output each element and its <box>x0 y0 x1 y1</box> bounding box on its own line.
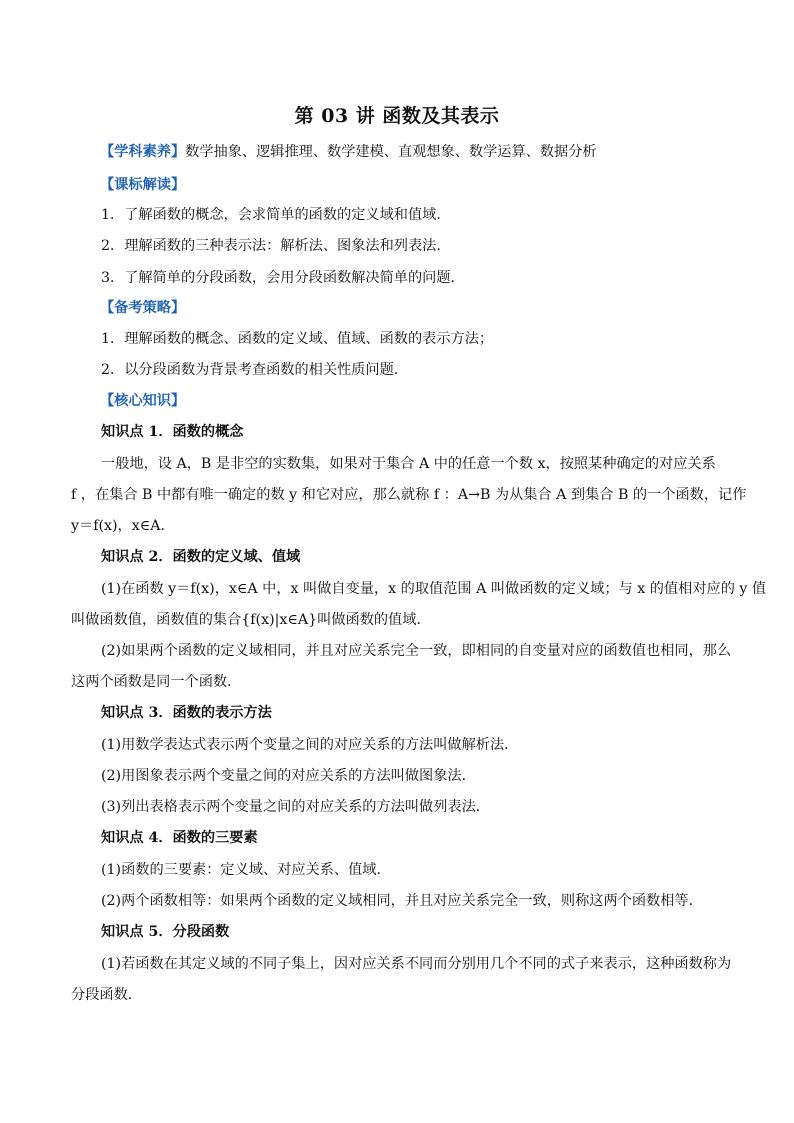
page-title: 第 03 讲 函数及其表示 <box>294 105 500 127</box>
kp5-line-2: 分段函数． <box>71 987 142 1003</box>
xueke-text: 数学抽象、逻辑推理、数学建模、直观想象、数学运算、数据分析 <box>185 144 597 160</box>
section-tag-beikao: 【备考策略】 <box>100 300 186 316</box>
kp2-line-3: (2)如果两个函数的定义域相同，并且对应关系完全一致，即相同的自变量对应的函数值也相同，那么 <box>101 643 732 659</box>
kebiao-item-2: 2．理解函数的三种表示法：解析法、图象法和列表法. <box>101 238 441 254</box>
kp4-line-1: (1)函数的三要素：定义域、对应关系、值域． <box>101 862 391 878</box>
kebiao-item-1: 1．了解函数的概念，会求简单的函数的定义域和值域. <box>101 207 441 223</box>
kp4-title: 知识点 4．函数的三要素 <box>101 830 258 846</box>
beikao-item-2: 2．以分段函数为背景考查函数的相关性质问题. <box>101 362 399 378</box>
section-tag-xueke: 【学科素养】 <box>100 144 186 160</box>
section-tag-kebiao: 【课标解读】 <box>100 177 186 193</box>
kp3-title: 知识点 3．函数的表示方法 <box>101 705 272 721</box>
kp2-line-2: 叫做函数值，函数值的集合{f(x)|x∈A}叫做函数的值域． <box>71 612 431 628</box>
section-xueke <box>100 142 597 162</box>
kp5-title: 知识点 5．分段函数 <box>101 924 230 940</box>
kp3-line-2: (2)用图象表示两个变量之间的对应关系的方法叫做图象法． <box>101 768 476 784</box>
beikao-item-1: 1．理解函数的概念、函数的定义域、值域、函数的表示方法； <box>101 331 494 347</box>
kp1-line-3: y＝f(x)，x∈A. <box>71 518 165 534</box>
section-tag-hexin: 【核心知识】 <box>100 393 186 409</box>
kp5-line-1: (1)若函数在其定义域的不同子集上，因对应关系不同而分别用几个不同的式子来表示，这种函数称为 <box>101 956 732 972</box>
kp1-line-2: f ，在集合 B 中都有唯一确定的数 y 和它对应，那么就称 f ：A→B 为从集合 A 到集合 B 的一个函数，记作 <box>71 487 747 503</box>
kp2-title: 知识点 2．函数的定义域、值域 <box>101 549 301 565</box>
kp2-line-4: 这两个函数是同一个函数． <box>71 674 242 690</box>
kp1-line-1: 一般地，设 A，B 是非空的实数集，如果对于集合 A 中的任意一个数 x，按照某种确定的对应关系 <box>101 456 716 472</box>
kebiao-item-3: 3．了解简单的分段函数，会用分段函数解决简单的问题. <box>101 270 456 286</box>
kp4-line-2: (2)两个函数相等：如果两个函数的定义域相同，并且对应关系完全一致，则称这两个函数相等． <box>101 893 703 909</box>
kp2-line-1: (1)在函数 y＝f(x)，x∈A 中，x 叫做自变量，x 的取值范围 A 叫做函数的定义域；与 x 的值相对应的 y 值 <box>101 581 767 597</box>
kp3-line-3: (3)列出表格表示两个变量之间的对应关系的方法叫做列表法． <box>101 799 490 815</box>
kp3-line-1: (1)用数学表达式表示两个变量之间的对应关系的方法叫做解析法． <box>101 737 519 753</box>
kp1-title: 知识点 1．函数的概念 <box>101 424 244 440</box>
